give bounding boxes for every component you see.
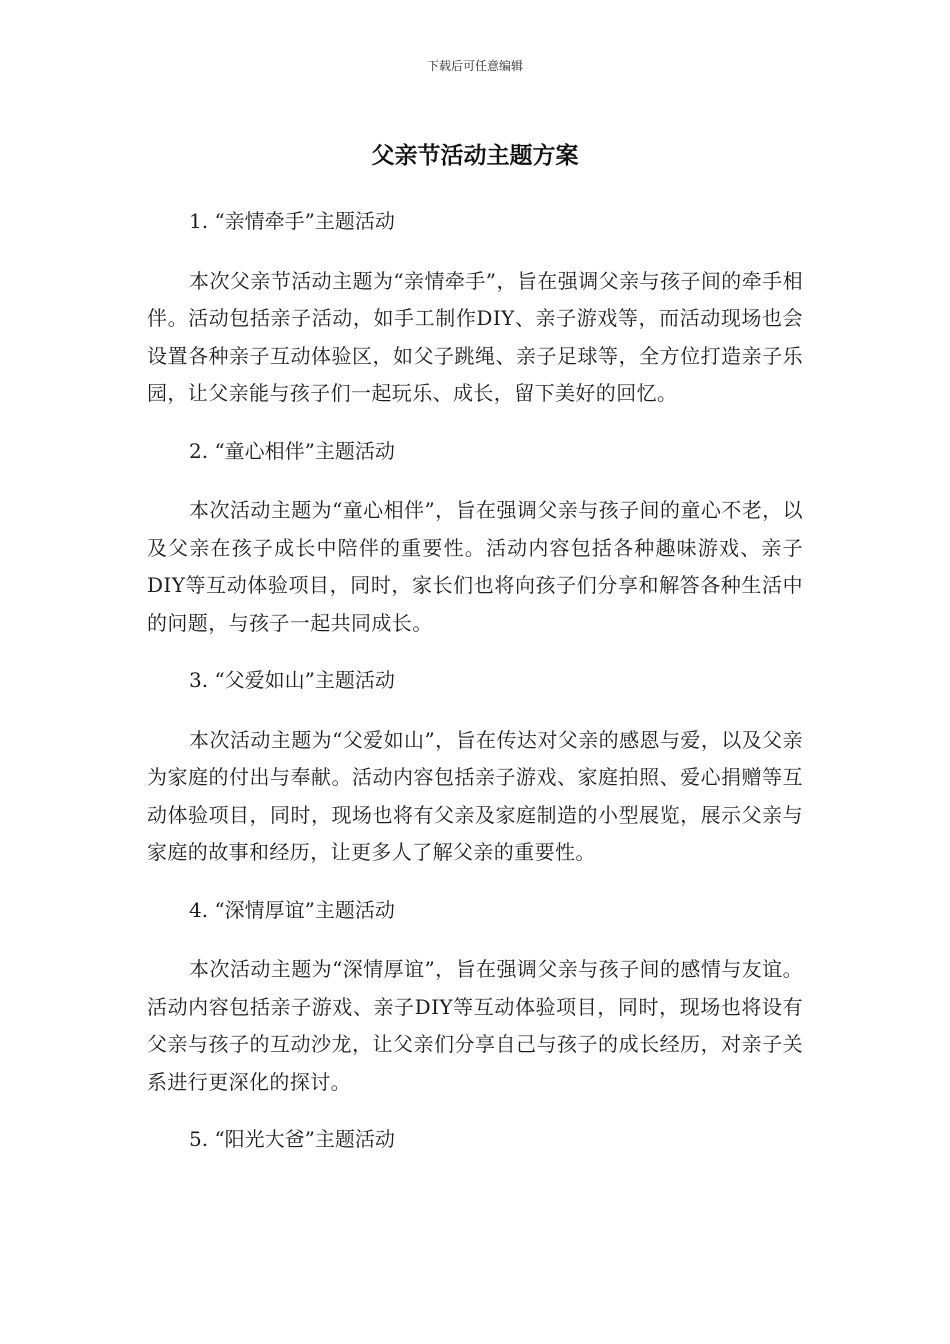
section-4 [147,892,803,1102]
section-1 [147,203,803,413]
section-heading: 5. “阳光大爸”主题活动 [189,1127,395,1151]
section-3 [147,662,803,872]
section-2 [147,433,803,643]
section-paragraph: 本次活动主题为“深情厚谊”，旨在强调父亲与孩子间的感情与友谊。活动内容包括亲子游戏、亲子DIY等互动体验项目，同时，现场也将设有父亲与孩子的互动沙龙，让父亲们分享自己与孩子的成长经历，对亲子关系进行更深化的探讨。 [147,957,803,1094]
section-heading: 2. “童心相伴”主题活动 [189,438,395,463]
section-heading: 4. “深情厚谊”主题活动 [189,897,395,922]
section-paragraph: 本次活动主题为“父爱如山”，旨在传达对父亲的感恩与爱，以及父亲为家庭的付出与奉献。活动内容包括亲子游戏、家庭拍照、爱心捐赠等互动体验项目，同时，现场也将有父亲及家庭制造的小型展览，展示父亲与家庭的故事和经历，让更多人了解父亲的重要性。 [147,727,803,864]
document-title: 父亲节活动主题方案 [371,143,579,169]
section-heading: 3. “父爱如山”主题活动 [189,668,395,692]
section-heading: 1. “亲情牵手”主题活动 [189,209,395,233]
section-paragraph: 本次活动主题为“童心相伴”，旨在强调父亲与孩子间的童心不老，以及父亲在孩子成长中陪伴的重要性。活动内容包括各种趣味游戏、亲子DIY等互动体验项目，同时，家长们也将向孩子们分享和解答各种生活中的问题，与孩子一起共同成长。 [147,498,803,635]
header-note: 下载后可任意编辑 [426,59,523,73]
section-paragraph: 本次父亲节活动主题为“亲情牵手”，旨在强调父亲与孩子间的牵手相伴。活动包括亲子活动，如手工制作DIY、亲子游戏等，而活动现场也会设置各种亲子互动体验区，如父子跳绳、亲子足球等，全方位打造亲子乐园，让父亲能与孩子们一起玩乐、成长，留下美好的回忆。 [147,268,803,405]
section-5 [147,1121,803,1159]
document-content [147,203,803,1181]
